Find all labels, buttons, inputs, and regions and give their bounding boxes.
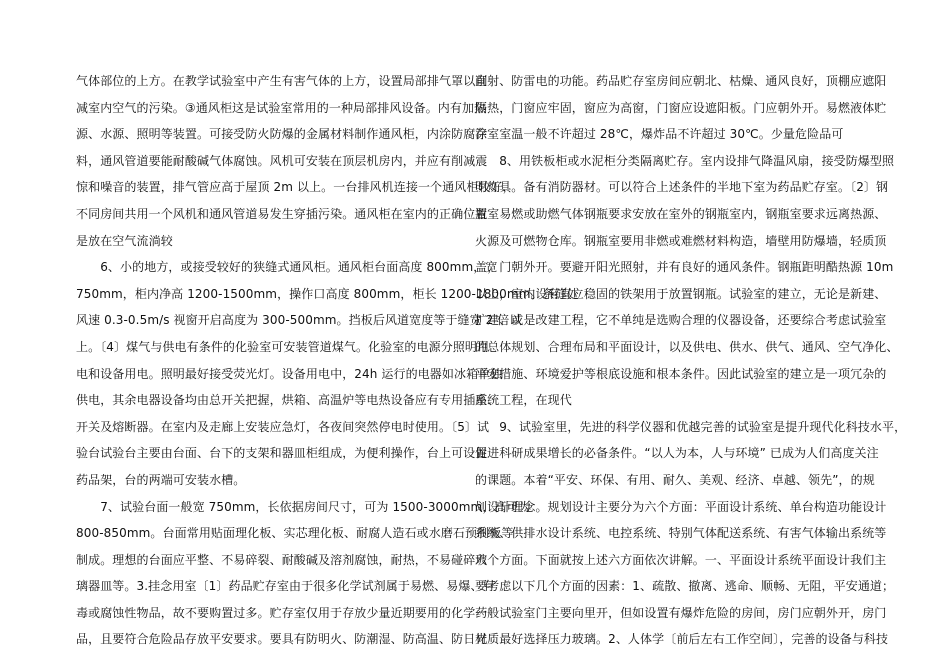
text-line: 扩建、或是改建工程，它不单纯是选购合理的仪器设备，还要综合考虑试验室 [475, 313, 887, 328]
text-line: 上。〔4〕煤气与供电有条件的化验室可安装管道煤气。化验室的电源分照明用 [76, 339, 490, 354]
paragraph-start-line: 8、用铁板柜或水泥柜分类隔离贮存。室内设排气降温风扇，接受防爆型照 [475, 153, 895, 168]
text-line: 六个方面。下面就按上述六方面依次讲解。一、平面设计系统平面设计我们主 [475, 552, 887, 567]
text-line: 一般试验室门主要向里开，但如设置有爆炸危险的房间，房门应朝外开，房门 [475, 605, 887, 620]
text-line: 电和设备用电。照明最好接受荧光灯。设备用电中，24h 运行的电器如冰箱单独 [76, 366, 503, 381]
text-line: 惊和噪音的装置，排气管应高于屋顶 2m 以上。一台排风机连接一个通风柜较好， [76, 180, 515, 195]
text-line: 明灯具。备有消防器材。可以符合上述条件的半地下室为药品贮存室。〔2〕钢 [475, 180, 889, 195]
text-line: 气体部位的上方。在教学试验室中产生有害气体的上方，设置局部排气罩以削 [76, 74, 488, 88]
text-line: 源、水源、照明等装置。可接受防火防爆的金属材料制作通风柜，内涂防腐涂 [76, 127, 488, 142]
paragraph-start-line: 6、小的地方，或接受较好的狭缝式通风柜。通风柜台面高度 800mm，宽 [76, 260, 498, 275]
text-line: 风速 0.3-0.5m/s 视窗开启高度为 300-500mm。挡板后风道宽度等于缝宽 2 倍以 [76, 313, 522, 328]
text-line: 划设计理念。规划设计主要分为六个方面：平面设计系统、单台构造功能设计 [475, 499, 887, 514]
text-line: 毒或腐蚀性物品，故不要购置过多。贮存室仅用于存放少量近期要用的化学药 [76, 605, 488, 620]
text-line: 系统工程，在现代 [475, 393, 572, 408]
text-line: 750mm，柜内净高 1200-1500mm，操作口高度 800mm，柜长 1200-1800mm。条缝处 [76, 286, 579, 301]
text-line: 制成。理想的台面应平整、不易碎裂、耐酸碱及溶剂腐蚀，耐热，不易碰碎玻 [76, 552, 488, 567]
text-line: 品，且要符合危险品存放平安要求。要具有防明火、防潮湿、防高温、防日光 [76, 632, 488, 647]
text-line: 要考虑以下几个方面的因素：1、疏散、撤离、逃命、顺畅、无阻，平安通道； [475, 579, 895, 594]
text-line: 隔热，门窗应牢固，窗应为高窗，门窗应设遮阳板。门应朝外开。易燃液体贮 [475, 100, 887, 115]
text-line: 是放在空气流淌较 [76, 233, 173, 248]
text-line: 瓶室易燃或助燃气体钢瓶要求安放在室外的钢瓶室内，钢瓶室要求远离热源、 [475, 206, 887, 221]
text-line: 材质最好选择压力玻璃。2、人体学〔前后左右工作空间〕，完善的设备与科技 [475, 632, 889, 647]
text-line: 的总体规划、合理布局和平面设计，以及供电、供水、供气、通风、空气净化、 [475, 339, 899, 354]
text-line: 促进科研成果增长的必备条件。“以人为本，人与环境” 已成为人们高度关注 [475, 446, 879, 461]
paragraph-start-line: 9、试验室里，先进的科学仪器和优越完善的试验室是提升现代化科技水平， [475, 419, 907, 434]
text-line: 开关及熔断器。在室内及走廊上安装应急灯，各夜间突然停电时使用。〔5〕试 [76, 419, 490, 434]
text-line: 供电，其余电器设备均由总开关把握，烘箱、高温炉等电热设备应有专用插座、 [76, 393, 500, 408]
text-line: 系统、供排水设计系统、电控系统、特别气体配送系统、有害气体输出系统等 [475, 526, 887, 541]
text-line: 减室内空气的污染。③通风柜这是试验室常用的一种局部排风设备。内有加热 [76, 100, 487, 115]
text-line: 验台试验台主要由台面、台下的支架和器皿柜组成，为便利操作，台上可设置 [76, 446, 488, 461]
text-line: 800-850mm。台面常用贴面理化板、实芯理化板、耐腐人造石或水磨石预制板等 [76, 526, 514, 541]
text-line: 直射、防雷电的功能。药品贮存室房间应朝北、枯燥、通风良好，顶棚应遮阳 [475, 74, 887, 88]
text-line: 火源及可燃物仓库。钢瓶室要用非燃或难燃材料构造，墙壁用防爆墙，轻质顶 [475, 233, 887, 248]
paragraph-start-line: 7、试验台面一般宽 750mm，长依据房间尺寸，可为 1500-3000mm，高可为 [76, 499, 531, 514]
text-line: 的课题。本着“平安、环保、有用、耐久、美观、经济、卓越、领先”，的规 [475, 472, 875, 487]
right-text-column [475, 68, 907, 653]
text-line: 存室室温一般不许超过 28℃，爆炸品不许超过 30℃。少量危险品可 [475, 127, 844, 142]
text-line: 药品架，台的两端可安装水槽。 [76, 472, 246, 487]
text-line: 璃器皿等。3.挂念用室〔1〕药品贮存室由于很多化学试剂属于易燃、易爆、有 [76, 579, 495, 594]
text-line: 盖，门朝外开。要避开阳光照射，并有良好的通风条件。钢瓶距明酷热源 10m [475, 260, 894, 275]
text-line: 以上，室内设有直立稳固的铁架用于放置钢瓶。试验室的建立，无论是新建、 [475, 286, 887, 301]
text-line: 不同房间共用一个风机和通风管道易发生穿插污染。通风柜在室内的正确位置 [76, 206, 488, 221]
text-line: 料，通风管道要能耐酸碱气体腐蚀。风机可安装在顶层机房内，并应有削减震 [76, 153, 488, 168]
text-line: 平安措施、环境爱护等根底设施和根本条件。因此试验室的建立是一项冗杂的 [475, 366, 887, 381]
